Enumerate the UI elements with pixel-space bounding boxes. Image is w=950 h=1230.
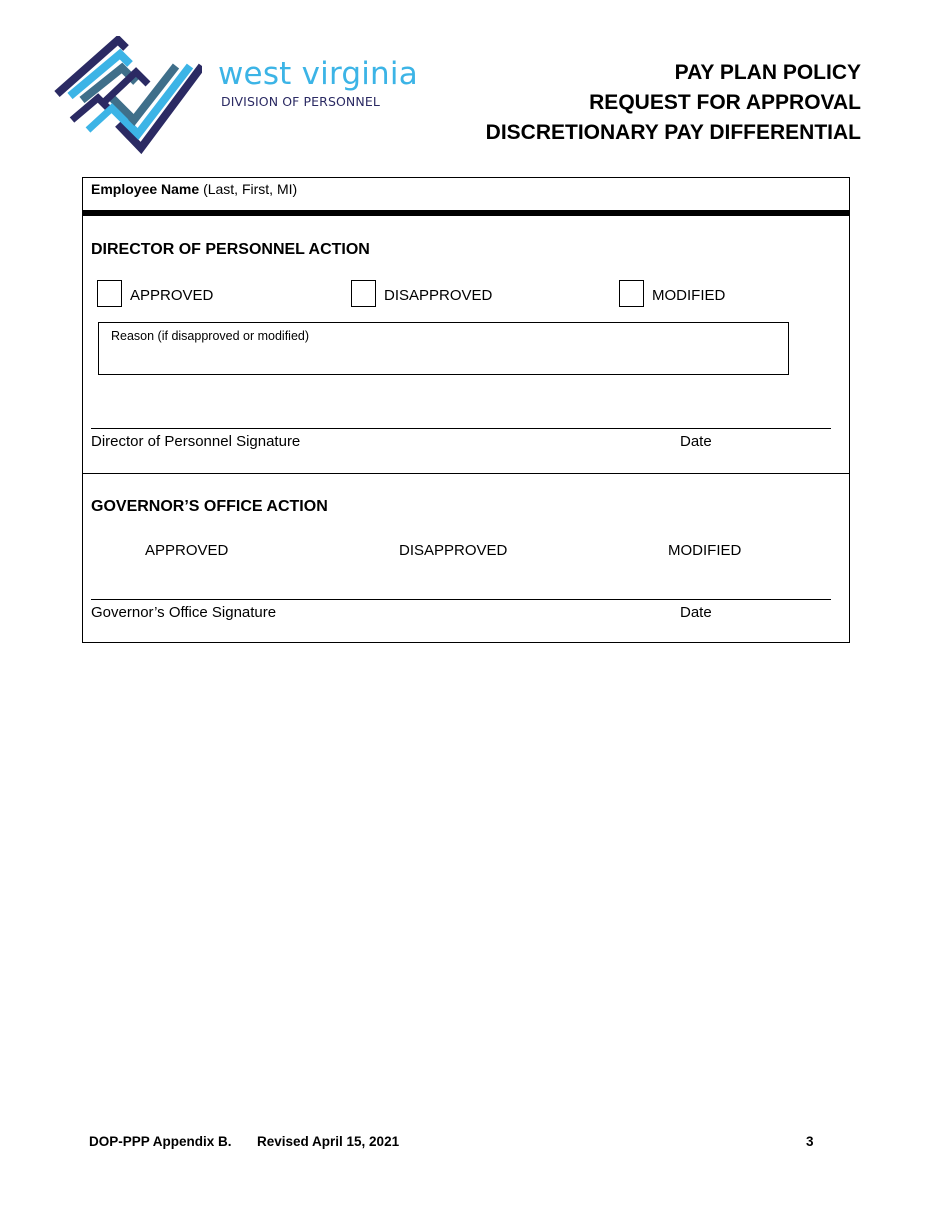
- logo-subtitle: DIVISION OF PERSONNEL: [221, 94, 380, 109]
- director-section-title: DIRECTOR OF PERSONNEL ACTION: [91, 241, 370, 258]
- director-disapproved-checkbox[interactable]: [351, 280, 376, 307]
- governor-approved-label[interactable]: APPROVED: [145, 542, 229, 559]
- wv-chevron-mark-icon: [52, 36, 202, 156]
- director-signature-line[interactable]: [91, 428, 831, 429]
- governor-modified-label[interactable]: MODIFIED: [668, 542, 742, 559]
- director-modified-label: MODIFIED: [652, 287, 726, 304]
- title-line-1: PAY PLAN POLICY: [674, 61, 861, 84]
- title-line-3: DISCRETIONARY PAY DIFFERENTIAL: [485, 121, 861, 144]
- governor-section-title: GOVERNOR’S OFFICE ACTION: [91, 498, 328, 515]
- director-approved-label: APPROVED: [130, 287, 214, 304]
- director-approved-checkbox[interactable]: [97, 280, 122, 307]
- section-divider: [83, 473, 849, 474]
- agency-logo: [52, 36, 418, 156]
- governor-date-label: Date: [680, 604, 712, 621]
- governor-signature-line[interactable]: [91, 599, 831, 600]
- director-disapproved-label: DISAPPROVED: [384, 287, 493, 304]
- governor-disapproved-label[interactable]: DISAPPROVED: [399, 542, 508, 559]
- title-line-2: REQUEST FOR APPROVAL: [589, 91, 861, 114]
- document-title: [486, 58, 861, 148]
- director-date-label: Date: [680, 433, 712, 450]
- employee-name-hint: (Last, First, MI): [203, 181, 298, 197]
- footer-doc-id: DOP-PPP Appendix B.: [89, 1134, 232, 1149]
- reason-input-box[interactable]: [98, 322, 789, 375]
- employee-name-field[interactable]: [91, 181, 297, 197]
- logo-wordmark: west virginia: [218, 56, 418, 92]
- employee-name-label: Employee Name: [91, 181, 200, 197]
- director-modified-checkbox[interactable]: [619, 280, 644, 307]
- reason-label: Reason (if disapproved or modified): [111, 329, 310, 343]
- footer-revised-date: Revised April 15, 2021: [257, 1134, 400, 1149]
- approval-form: [82, 177, 850, 643]
- governor-signature-label: Governor’s Office Signature: [91, 604, 277, 621]
- section-divider-thick: [83, 210, 849, 216]
- footer-page-number: 3: [806, 1134, 814, 1149]
- director-signature-label: Director of Personnel Signature: [91, 433, 301, 450]
